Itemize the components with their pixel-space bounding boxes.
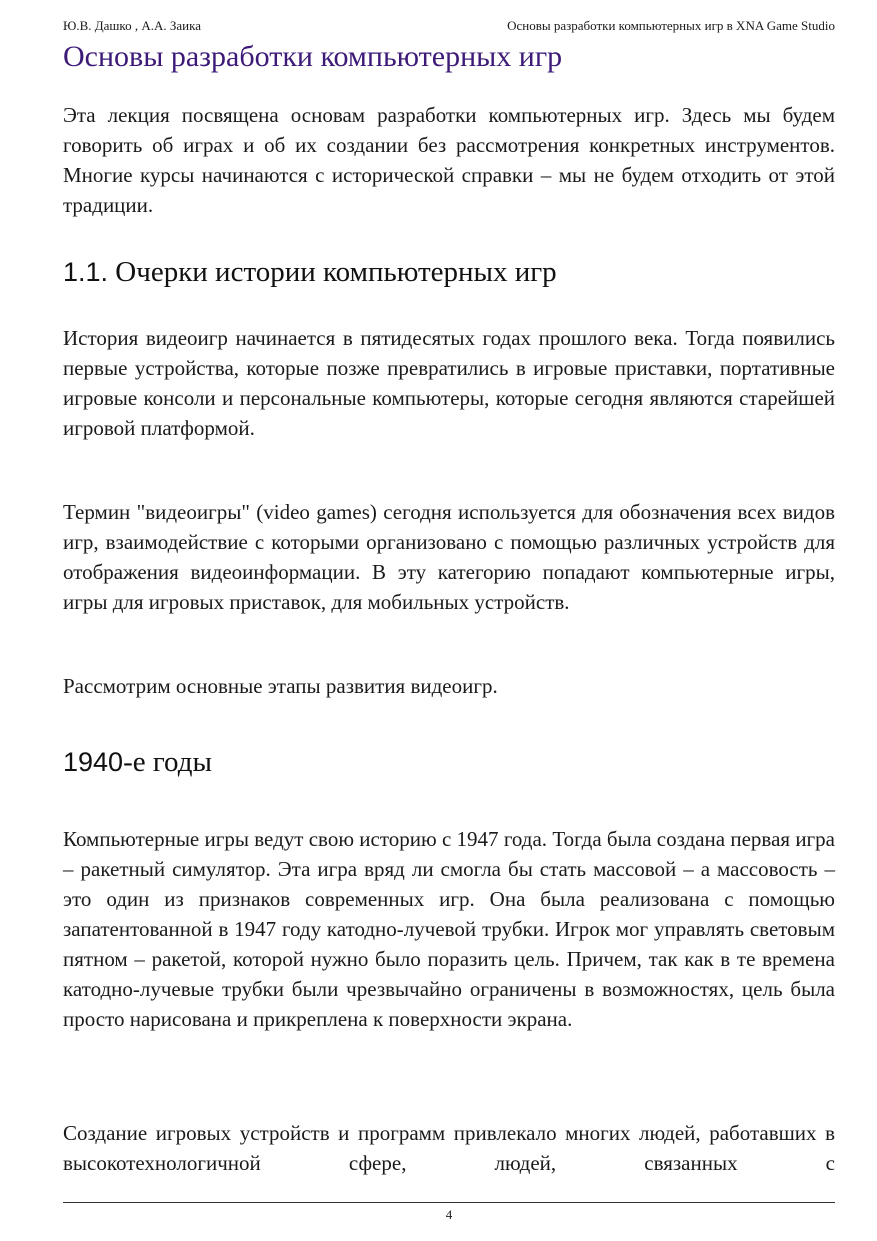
intro-paragraph: Эта лекция посвящена основам разработки компьютерных игр. Здесь мы будем говорить об играх и об их создании без рассмотрения конкретных инструментов. Многие курсы начинаются с исторической справки – мы не будем отходить от этой традиции. [63, 103, 835, 217]
section-title: Очерки истории компьютерных игр [115, 256, 557, 288]
section-paragraph-1: История видеоигр начинается в пятидесятых годах прошлого века. Тогда появились первые устройства, которые позже превратились в игровые приставки, портативные игровые консоли и персональные компьютеры, которые сегодня являются старейшей игровой платформой. [63, 326, 835, 440]
subsection-title: -е годы [123, 746, 212, 778]
subsection-paragraph-1: Компьютерные игры ведут свою историю с 1947 года. Тогда была создана первая игра – ракетный симулятор. Эта игра вряд ли смогла бы стать массовой – а массовость – это один из признаков современных игр. Она была реализована с помощью запатентованной в 1947 году катодно-лучевой трубки. Игрок мог управлять световым пятном – ракетой, которой нужно было поразить цель. Причем, так как в те времена катодно-лучевые трубки были чрезвычайно ограничены в возможностях, цель была просто нарисована и прикреплена к поверхности экрана. [63, 827, 835, 1031]
header-authors: Ю.В. Дашко , А.А. Заика [63, 18, 201, 33]
section-number: 1.1. [63, 257, 109, 287]
page-number: 4 [445, 1207, 453, 1222]
footer-rule [63, 1202, 835, 1203]
section-paragraph-3: Рассмотрим основные этапы развития видеоигр. [63, 674, 498, 698]
subsection-number: 1940 [63, 747, 124, 777]
subsection-paragraph-2: Создание игровых устройств и программ привлекало многих людей, работавших в высокотехнологичной сфере, людей, связанных с [63, 1121, 835, 1175]
running-header [63, 16, 835, 36]
subsection-heading-1940s [63, 744, 212, 780]
section-paragraph-2: Термин "видеоигры" (video games) сегодня используется для обозначения всех видов игр, взаимодействие с которыми организовано с помощью различных устройств для отображения видеоинформации. В эту категорию попадают компьютерные игры, игры для игровых приставок, для мобильных устройств. [63, 500, 835, 614]
document-page [63, 0, 835, 1241]
section-heading-1-1 [63, 254, 557, 290]
header-book-title: Основы разработки компьютерных игр в XNA Game Studio [507, 18, 835, 33]
lecture-title: Основы разработки компьютерных игр [63, 40, 563, 73]
